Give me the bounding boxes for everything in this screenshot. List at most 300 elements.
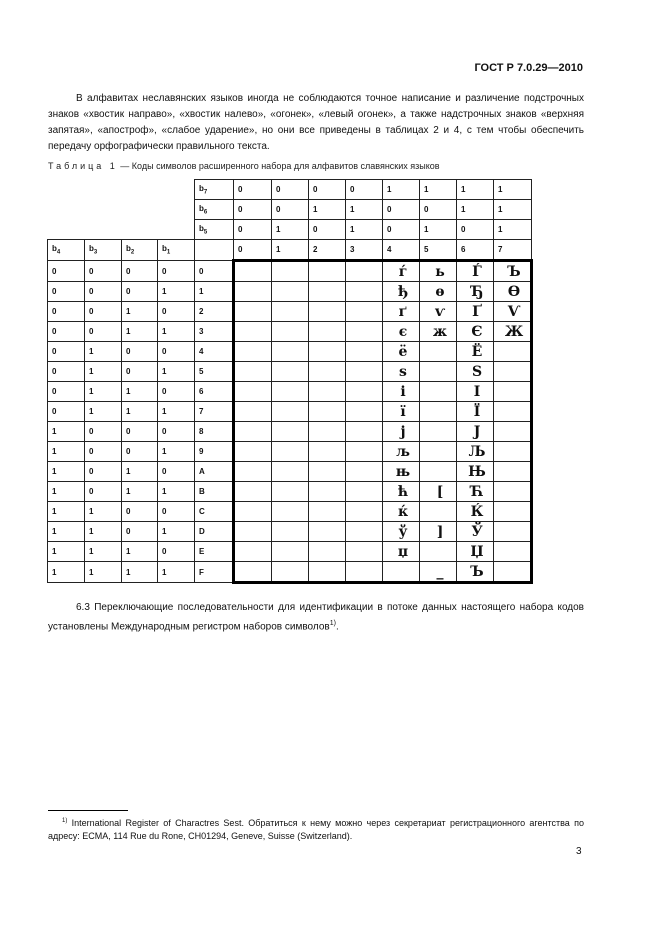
bit-cell: 1 [122, 402, 158, 422]
bit-cell: 1 [158, 442, 195, 462]
bit-cell: 1 [158, 482, 195, 502]
bit-value: 0 [420, 200, 457, 220]
empty-code-cell [309, 422, 346, 442]
code-character-cell: _ [420, 562, 457, 583]
table-row [48, 522, 532, 542]
bit-value: 0 [272, 180, 309, 200]
caption-label: Таблица 1 [48, 161, 118, 171]
empty-code-cell [346, 282, 383, 302]
bit-value: 0 [457, 220, 494, 240]
bit-cell: 0 [85, 322, 122, 342]
empty-code-cell [346, 542, 383, 562]
bit-cell: 1 [48, 502, 85, 522]
code-character-cell [494, 522, 532, 542]
table-row [48, 322, 532, 342]
code-character-cell: ѳ [420, 282, 457, 302]
row-hex: 4 [195, 342, 234, 362]
empty-code-cell [346, 342, 383, 362]
bit-column-header [122, 240, 158, 261]
row-hex: F [195, 562, 234, 583]
empty-code-cell [346, 422, 383, 442]
code-character-cell: ї [383, 402, 420, 422]
empty-code-cell [272, 502, 309, 522]
empty-code-cell [272, 261, 309, 282]
bit-row [48, 180, 532, 200]
empty-code-cell [272, 422, 309, 442]
page-number: 3 [576, 846, 582, 857]
empty-code-cell [346, 402, 383, 422]
column-header-row [48, 240, 532, 261]
bit-value: 1 [309, 200, 346, 220]
table-row [48, 562, 532, 583]
row-hex: 9 [195, 442, 234, 462]
bit-cell: 1 [158, 402, 195, 422]
row-hex: 6 [195, 382, 234, 402]
empty-cell [85, 200, 122, 220]
empty-cell [85, 220, 122, 240]
bit-label-sub: 5 [203, 229, 208, 236]
bit-cell: 0 [85, 442, 122, 462]
bit-cell: 1 [122, 562, 158, 583]
code-character-cell [494, 442, 532, 462]
bit-row-label [195, 180, 234, 200]
empty-code-cell [346, 462, 383, 482]
bit-column-header [158, 240, 195, 261]
code-character-cell [420, 422, 457, 442]
code-character-cell [494, 402, 532, 422]
empty-code-cell [234, 562, 272, 583]
empty-cell [48, 220, 85, 240]
bit-cell: 1 [158, 562, 195, 583]
empty-code-cell [234, 502, 272, 522]
para2-end: . [335, 621, 339, 633]
code-character-cell [494, 502, 532, 522]
bit-cell: 0 [48, 362, 85, 382]
para2-text: 6.3 Переключающие последовательности для идентификации в потоке данных настоящего набора кодов установлены Международным регистром наборов символов [48, 602, 584, 633]
empty-code-cell [272, 302, 309, 322]
code-character-cell [420, 362, 457, 382]
empty-code-cell [346, 302, 383, 322]
empty-code-cell [272, 522, 309, 542]
empty-cell [158, 200, 195, 220]
table-row [48, 261, 532, 282]
empty-code-cell [309, 282, 346, 302]
column-number: 1 [272, 240, 309, 261]
document-header: ГОСТ Р 7.0.29—2010 [474, 62, 583, 74]
bit-label: b [126, 244, 131, 254]
empty-code-cell [234, 302, 272, 322]
empty-code-cell [309, 362, 346, 382]
bit-cell: 1 [48, 522, 85, 542]
code-character-cell: ћ [383, 482, 420, 502]
bit-cell: 1 [122, 382, 158, 402]
bit-cell: 1 [158, 522, 195, 542]
empty-code-cell [272, 402, 309, 422]
bit-label: b [89, 244, 94, 254]
empty-code-cell [234, 462, 272, 482]
row-hex: B [195, 482, 234, 502]
table-row [48, 422, 532, 442]
row-hex: 3 [195, 322, 234, 342]
bit-cell: 0 [85, 482, 122, 502]
empty-code-cell [309, 522, 346, 542]
empty-code-cell [346, 382, 383, 402]
bit-cell: 1 [85, 362, 122, 382]
code-character-cell [420, 382, 457, 402]
empty-cell [158, 220, 195, 240]
code-character-cell: ж [420, 322, 457, 342]
bit-value: 1 [494, 200, 532, 220]
code-character-cell [420, 442, 457, 462]
row-hex: 7 [195, 402, 234, 422]
code-character-cell: Ѕ [457, 362, 494, 382]
bit-cell: 0 [48, 261, 85, 282]
column-number: 6 [457, 240, 494, 261]
code-character-cell [420, 342, 457, 362]
code-character-cell: ў [383, 522, 420, 542]
bit-cell: 1 [158, 322, 195, 342]
table-row [48, 282, 532, 302]
bit-cell: 1 [85, 342, 122, 362]
bit-cell: 0 [48, 282, 85, 302]
empty-cell [85, 180, 122, 200]
code-character-cell: Ж [494, 322, 532, 342]
empty-cell [48, 180, 85, 200]
bit-cell: 1 [85, 382, 122, 402]
bit-cell: 1 [158, 282, 195, 302]
code-character-cell: Ђ [457, 282, 494, 302]
table-row [48, 402, 532, 422]
bit-label-sub: 7 [203, 189, 208, 196]
bit-cell: 0 [85, 422, 122, 442]
empty-code-cell [309, 442, 346, 462]
bit-cell: 0 [48, 302, 85, 322]
code-character-cell: Ё [457, 342, 494, 362]
bit-value: 0 [234, 220, 272, 240]
code-character-cell: ѕ [383, 362, 420, 382]
row-hex: 8 [195, 422, 234, 442]
bit-row-label [195, 200, 234, 220]
bit-value: 1 [383, 180, 420, 200]
code-character-cell [494, 462, 532, 482]
code-character-cell [494, 362, 532, 382]
bit-column-header [48, 240, 85, 261]
bit-cell: 0 [48, 382, 85, 402]
column-number: 4 [383, 240, 420, 261]
table-row [48, 362, 532, 382]
bit-value: 1 [420, 220, 457, 240]
bit-cell: 0 [158, 382, 195, 402]
bit-cell: 1 [122, 302, 158, 322]
empty-code-cell [309, 261, 346, 282]
bit-label: b [162, 244, 167, 254]
bit-label-sub: 6 [203, 209, 208, 216]
table-caption [48, 161, 440, 171]
code-character-cell: џ [383, 542, 420, 562]
empty-code-cell [346, 442, 383, 462]
intro-paragraph: В алфавитах неславянских языков иногда не соблюдаются точное написание и различение подстрочных знаков «хвостик направо», «хвостик налево», «огонек», «левый огонек», а также надстрочных знаков «верхняя запятая», «апостроф», «слабое ударение», но они все приведены в таблицах 2 и 4, с тем чтобы обеспечить передачу орфографически правильного текста. [48, 93, 584, 152]
code-character-cell [494, 342, 532, 362]
table-row [48, 302, 532, 322]
empty-code-cell [309, 562, 346, 583]
bit-cell: 0 [158, 502, 195, 522]
empty-cell [158, 180, 195, 200]
bit-value: 0 [346, 180, 383, 200]
bit-row-label [195, 220, 234, 240]
bit-value: 0 [309, 220, 346, 240]
code-character-cell: є [383, 322, 420, 342]
column-number: 5 [420, 240, 457, 261]
code-character-cell: њ [383, 462, 420, 482]
row-hex: 5 [195, 362, 234, 382]
bit-cell: 1 [122, 322, 158, 342]
bit-value: 1 [346, 200, 383, 220]
bit-cell: 1 [48, 562, 85, 583]
bit-cell: 0 [85, 261, 122, 282]
bit-value: 0 [309, 180, 346, 200]
bit-cell: 1 [48, 442, 85, 462]
bit-label: b [52, 244, 57, 254]
bit-row [48, 200, 532, 220]
row-hex: D [195, 522, 234, 542]
bit-label-sub: 4 [56, 249, 61, 256]
empty-code-cell [272, 282, 309, 302]
code-character-cell: Љ [457, 442, 494, 462]
code-character-cell [494, 542, 532, 562]
bit-value: 0 [383, 220, 420, 240]
table-row [48, 542, 532, 562]
code-character-cell: Ќ [457, 502, 494, 522]
bit-cell: 0 [158, 261, 195, 282]
table-row [48, 482, 532, 502]
footnote-text: International Register of Charactres Sest. Обратиться к нему можно через секретариат регистрационного агентства по адресу: ECMA, 114 Rue du Rone, CH01294, Geneve, Suisse (Switzerland). [48, 818, 584, 841]
bit-cell: 1 [85, 502, 122, 522]
bit-cell: 0 [48, 342, 85, 362]
empty-code-cell [346, 522, 383, 542]
empty-cell [122, 200, 158, 220]
bit-cell: 1 [85, 522, 122, 542]
bit-cell: 1 [158, 362, 195, 382]
code-character-cell: ѓ [383, 261, 420, 282]
code-character-cell: Ѓ [457, 261, 494, 282]
bit-cell: 1 [48, 482, 85, 502]
bit-column-header [85, 240, 122, 261]
empty-code-cell [234, 282, 272, 302]
bit-label-sub: 1 [166, 249, 171, 256]
bit-value: 1 [420, 180, 457, 200]
code-character-cell: ђ [383, 282, 420, 302]
column-number: 0 [234, 240, 272, 261]
bit-row [48, 220, 532, 240]
section-6-3-paragraph [48, 600, 584, 635]
code-character-cell: Ј [457, 422, 494, 442]
empty-code-cell [346, 362, 383, 382]
row-hex: 1 [195, 282, 234, 302]
empty-code-cell [234, 362, 272, 382]
bit-value: 1 [457, 200, 494, 220]
empty-code-cell [309, 542, 346, 562]
code-character-cell: Њ [457, 462, 494, 482]
code-character-cell: ґ [383, 302, 420, 322]
table-row [48, 382, 532, 402]
code-character-cell [420, 542, 457, 562]
code-character-cell [420, 402, 457, 422]
para2-footnote-ref: 1) [329, 620, 336, 627]
empty-code-cell [272, 562, 309, 583]
empty-code-cell [234, 322, 272, 342]
empty-code-cell [309, 382, 346, 402]
table-row [48, 342, 532, 362]
code-character-cell: Ў [457, 522, 494, 542]
bit-cell: 1 [48, 542, 85, 562]
empty-code-cell [272, 442, 309, 462]
code-character-cell [420, 502, 457, 522]
code-character-cell: Ъ [494, 261, 532, 282]
empty-code-cell [272, 342, 309, 362]
code-character-cell: ] [420, 522, 457, 542]
empty-code-cell [234, 422, 272, 442]
code-character-cell: [ [420, 482, 457, 502]
bit-value: 0 [234, 200, 272, 220]
table-row [48, 502, 532, 522]
footnote-separator [48, 810, 128, 811]
empty-cell [122, 220, 158, 240]
empty-code-cell [346, 502, 383, 522]
column-number: 2 [309, 240, 346, 261]
bit-cell: 1 [122, 482, 158, 502]
bit-value: 1 [494, 180, 532, 200]
bit-cell: 0 [158, 302, 195, 322]
code-character-cell: ё [383, 342, 420, 362]
code-character-cell [494, 562, 532, 583]
code-character-cell: љ [383, 442, 420, 462]
row-hex: 2 [195, 302, 234, 322]
bit-value: 1 [494, 220, 532, 240]
bit-value: 1 [346, 220, 383, 240]
row-hex: C [195, 502, 234, 522]
bit-cell: 0 [122, 442, 158, 462]
empty-code-cell [309, 342, 346, 362]
code-character-cell: Ћ [457, 482, 494, 502]
bit-label: b [199, 203, 204, 213]
table-row [48, 462, 532, 482]
bit-cell: 0 [48, 322, 85, 342]
code-character-cell: і [383, 382, 420, 402]
empty-code-cell [234, 382, 272, 402]
bit-cell: 0 [158, 342, 195, 362]
bit-cell: 0 [85, 282, 122, 302]
empty-code-cell [309, 482, 346, 502]
empty-code-cell [309, 402, 346, 422]
empty-code-cell [309, 322, 346, 342]
empty-code-cell [234, 261, 272, 282]
bit-label: b [199, 223, 204, 233]
row-hex: 0 [195, 261, 234, 282]
empty-code-cell [346, 562, 383, 583]
bit-cell: 0 [122, 342, 158, 362]
bit-cell: 0 [122, 261, 158, 282]
code-character-cell: Ѵ [494, 302, 532, 322]
bit-value: 1 [272, 220, 309, 240]
empty-code-cell [309, 462, 346, 482]
bit-cell: 0 [158, 462, 195, 482]
bit-cell: 1 [85, 542, 122, 562]
row-hex: A [195, 462, 234, 482]
table-row [48, 442, 532, 462]
code-character-cell: ѵ [420, 302, 457, 322]
footnote-mark: 1) [62, 818, 68, 824]
empty-code-cell [234, 442, 272, 462]
bit-label-sub: 2 [130, 249, 135, 256]
empty-code-cell [234, 342, 272, 362]
code-character-cell: Џ [457, 542, 494, 562]
bit-cell: 1 [48, 462, 85, 482]
column-number: 3 [346, 240, 383, 261]
code-character-cell [420, 462, 457, 482]
empty-code-cell [272, 362, 309, 382]
bit-cell: 1 [122, 462, 158, 482]
bit-value: 0 [272, 200, 309, 220]
column-number: 7 [494, 240, 532, 261]
bit-cell: 0 [85, 462, 122, 482]
bit-cell: 1 [85, 402, 122, 422]
empty-code-cell [272, 382, 309, 402]
empty-code-cell [234, 482, 272, 502]
empty-code-cell [272, 542, 309, 562]
empty-code-cell [272, 482, 309, 502]
code-character-cell: І [457, 382, 494, 402]
empty-code-cell [272, 322, 309, 342]
code-character-cell [494, 382, 532, 402]
code-character-cell: Є [457, 322, 494, 342]
empty-cell [122, 180, 158, 200]
bit-cell: 0 [122, 422, 158, 442]
empty-cell [48, 200, 85, 220]
bit-cell: 0 [122, 502, 158, 522]
empty-code-cell [309, 502, 346, 522]
bit-cell: 1 [85, 562, 122, 583]
bit-cell: 0 [122, 282, 158, 302]
empty-code-cell [346, 322, 383, 342]
empty-code-cell [234, 542, 272, 562]
empty-code-cell [346, 261, 383, 282]
bit-cell: 0 [122, 362, 158, 382]
empty-code-cell [309, 302, 346, 322]
bit-cell: 0 [158, 422, 195, 442]
bit-cell: 0 [158, 542, 195, 562]
bit-cell: 1 [48, 422, 85, 442]
bit-cell: 0 [122, 522, 158, 542]
empty-code-cell [346, 482, 383, 502]
code-character-cell [494, 422, 532, 442]
code-character-cell: ќ [383, 502, 420, 522]
code-character-cell: Ъ [457, 562, 494, 583]
code-character-cell [383, 562, 420, 583]
bit-label-sub: 3 [93, 249, 98, 256]
empty-code-cell [272, 462, 309, 482]
code-character-cell: ј [383, 422, 420, 442]
bit-cell: 1 [122, 542, 158, 562]
code-character-cell: ь [420, 261, 457, 282]
bit-cell: 0 [48, 402, 85, 422]
bit-value: 0 [383, 200, 420, 220]
code-character-cell: Ѳ [494, 282, 532, 302]
empty-code-cell [234, 522, 272, 542]
code-table [47, 179, 533, 584]
bit-value: 0 [234, 180, 272, 200]
bit-label: b [199, 183, 204, 193]
footnote [48, 815, 584, 843]
